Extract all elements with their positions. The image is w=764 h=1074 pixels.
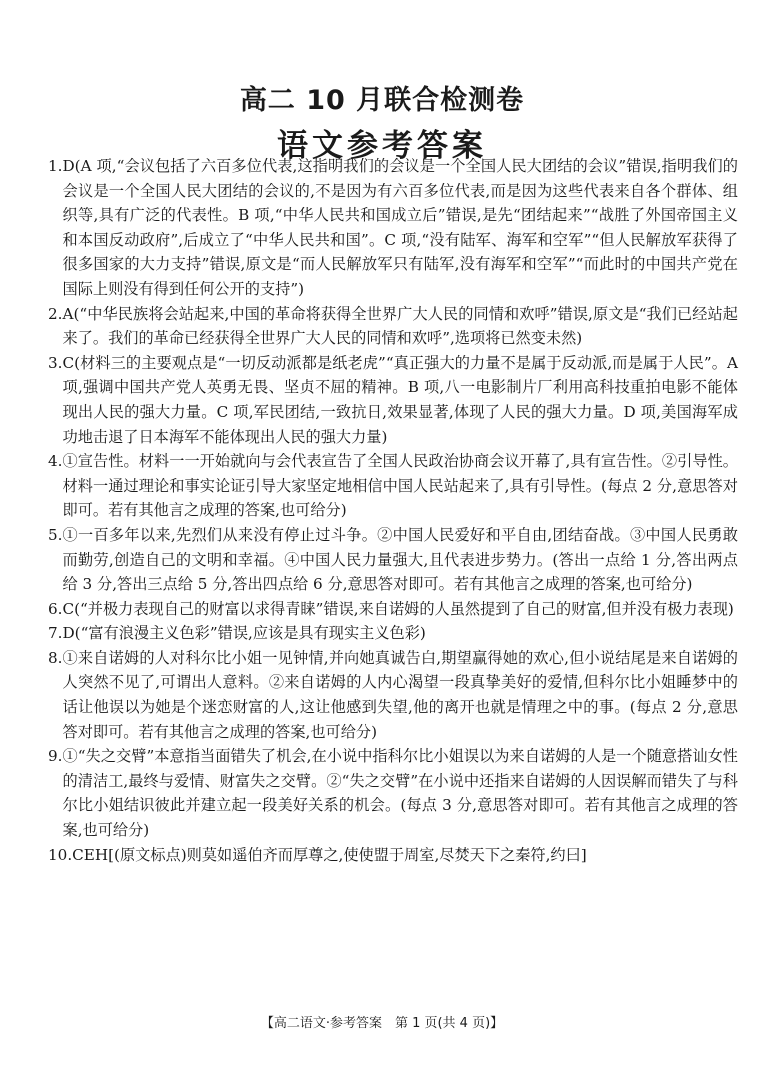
title-line-1: 高二 10 月联合检测卷: [239, 85, 525, 116]
answer-item-7: [48, 621, 738, 646]
answer-number: 4.: [48, 452, 63, 471]
answer-item-2: [48, 302, 738, 351]
answer-number: 8.: [48, 648, 63, 667]
answer-text: C(材料三的主要观点是“一切反动派都是纸老虎”“真正强大的力量不是属于反动派,而是属于人民”。A 项,强调中国共产党人英勇无畏、坚贞不屈的精神。B 项,八一电影制片厂利用高科技重拍电影不能体现出人民的强大力量。C 项,军民团结,一致抗日,效果显著,体现了人民的强大力量。D 项,美国海军成功地击退了日本海军不能体现出人民的强大力量): [62, 353, 738, 446]
title-line-2: 语文参考答案: [277, 128, 487, 164]
answer-number: 1.: [48, 157, 63, 175]
answer-number: 7.: [48, 624, 63, 643]
page-footer: 【高二语文·参考答案 第 1 页(共 4 页)】: [260, 1016, 504, 1031]
answer-number: 3.: [48, 353, 63, 372]
answer-text: A(“中华民族将会站起来,中国的革命将获得全世界广大人民的同情和欢呼”错误,原文是“我们已经站起来了。我们的革命已经获得全世界广大人民的同情和欢呼”,选项将已然变未然): [62, 304, 738, 348]
answer-list: [48, 154, 738, 867]
answer-item-8: [48, 646, 738, 744]
answer-item-3: [48, 351, 738, 449]
answer-number: 9.: [48, 747, 63, 766]
answer-item-5: [48, 523, 738, 597]
answer-text: D(A 项,“会议包括了六百多位代表,这指明我们的会议是一个全国人民大团结的会议”错误,指明我们的会议是一个全国人民大团结的会议的,不是因为有六百多位代表,而是因为这些代表来自各个群体、组织等,具有广泛的代表性。B 项,“中华人民共和国成立后”错误,是先“团结起来”“战胜了外国帝国主义和本国反动政府”,后成立了“中华人民共和国”。C 项,“没有陆军、海军和空军”“但人民解放军获得了很多国家的大力支持”错误,原文是“而人民解放军只有陆军,没有海军和空军”“而此时的中国共产党在国际上则没有得到任何公开的支持”): [62, 157, 738, 298]
answer-text: D(“富有浪漫主义色彩”错误,应该是具有现实主义色彩): [62, 624, 426, 643]
answer-text: ①来自诺姆的人对科尔比小姐一见钟情,并向她真诚告白,期望赢得她的欢心,但小说结尾是来自诺姆的人突然不见了,可谓出人意料。②来自诺姆的人内心渴望一段真挚美好的爱情,但科尔比小姐睡梦中的话让他误以为她是个迷恋财富的人,这让他感到失望,他的离开也就是情理之中的事。(每点 2 分,意思答对即可。若有其他言之成理的答案,也可给分): [62, 648, 738, 741]
answer-item-9: [48, 744, 738, 842]
answer-text: C(“并极力表现自己的财富以求得青睐”错误,来自诺姆的人虽然提到了自己的财富,但并没有极力表现): [62, 599, 734, 618]
answer-text: CEH[(原文标点)则莫如遥伯齐而厚尊之,使使盟于周室,尽焚天下之秦符,约曰]: [72, 845, 587, 864]
answer-item-10: [48, 843, 738, 868]
answer-item-4: [48, 449, 738, 523]
answer-item-6: [48, 597, 738, 622]
answer-text: ①“失之交臂”本意指当面错失了机会,在小说中指科尔比小姐误以为来自诺姆的人是一个随意搭讪女性的清洁工,最终与爱情、财富失之交臂。②“失之交臂”在小说中还指来自诺姆的人因误解而错失了与科尔比小姐结识彼此并建立起一段美好关系的机会。(每点 3 分,意思答对即可。若有其他言之成理的答案,也可给分): [62, 747, 738, 840]
answer-number: 2.: [48, 304, 63, 323]
answer-text: ①一百多年以来,先烈们从来没有停止过斗争。②中国人民爱好和平自由,团结奋战。③中国人民勇敢而勤劳,创造自己的文明和幸福。④中国人民力量强大,且代表进步势力。(答出一点给 1 分,答出两点给 3 分,答出三点给 5 分,答出四点给 6 分,意思答对即可。若有其他言之成理的答案,也可给分): [62, 525, 738, 594]
answer-text: ①宣告性。材料一一开始就向与会代表宣告了全国人民政治协商会议开幕了,具有宣告性。②引导性。材料一通过理论和事实论证引导大家坚定地相信中国人民站起来了,具有引导性。(每点 2 分,意思答对即可。若有其他言之成理的答案,也可给分): [62, 452, 738, 520]
answer-number: 5.: [48, 525, 63, 544]
answer-number: 10.: [48, 845, 73, 864]
answer-number: 6.: [48, 599, 63, 618]
answer-item-1: [48, 154, 738, 302]
